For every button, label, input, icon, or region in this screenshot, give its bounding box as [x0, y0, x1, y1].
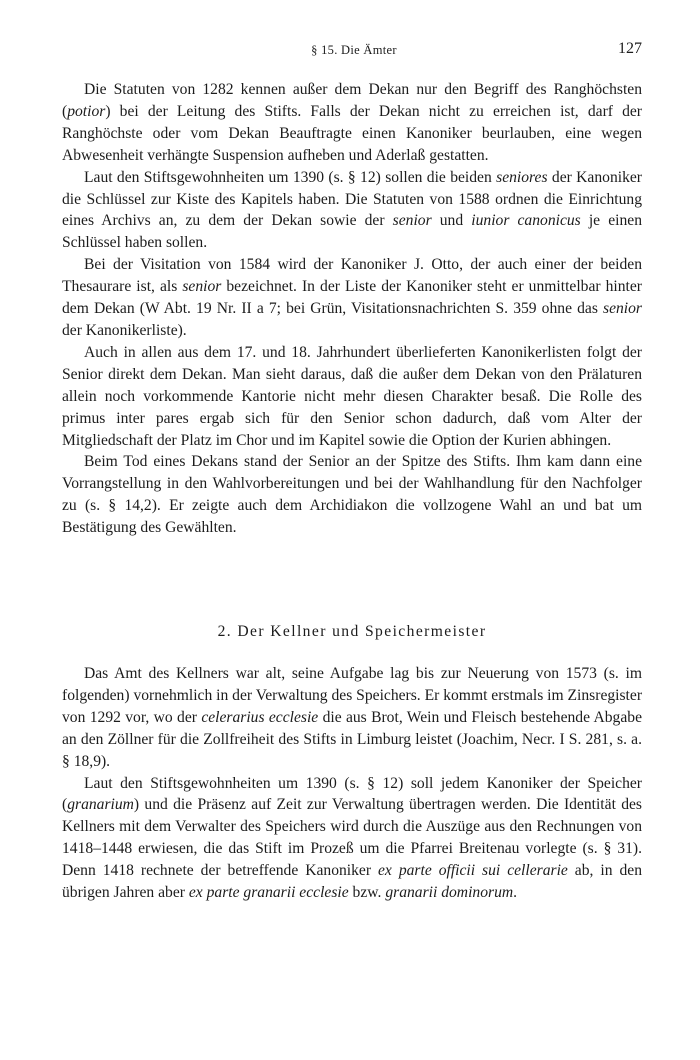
text-run: ) bei der Leitung des Stifts. Falls der Dekan nicht zu erreichen ist, darf der Ranghöchste oder vom Dekan Beauftragte einen Kanoniker beurlauben, eine wegen Abwesenheit verhängte Suspension aufheben und Aderlaß gestatten.	[62, 102, 642, 164]
text-run: der Kanonikerliste).	[62, 321, 187, 339]
body-text-section-2	[62, 663, 642, 904]
text-run: bzw.	[348, 884, 386, 902]
text-run: ) und die Präsenz auf Zeit zur Verwaltung übertragen werden. Die Identität des Kellners mit dem Verwalter des Speichers wird durch die Auszüge aus den Rechnungen von 1418–1448 erwiesen, die das Stift im Prozeß um die Pfarrei Breitenau vorlegte (s. § 31). Denn 1418 rechnete der betreffende Kanoniker	[62, 796, 642, 880]
text-run: bezeichnet. In der Liste der Kanoniker steht er unmittelbar hinter dem Dekan (W Abt. 19 Nr. II a 7; bei Grün, Visitationsnachrichten S. 359 ohne das	[62, 278, 642, 318]
italic-term: granarii dominorum	[385, 884, 514, 902]
text-run: der Kanoniker die Schlüssel zur Kiste des Kapitels haben. Die Statuten von 1588 ordnen die Einrichtung eines Archivs an, zu dem der Dekan sowie der	[62, 168, 642, 230]
text-run: je einen Schlüssel haben sollen.	[62, 212, 642, 252]
running-title: § 15. Die Ämter	[311, 43, 397, 57]
italic-term: iunior canonicus	[471, 212, 581, 230]
text-run: die aus Brot, Wein und Fleisch bestehende Abgabe an den Zöllner für die Zollfreiheit des Stifts in Limburg leistet (Joachim, Necr. I S. 281, s. a. § 18,9).	[62, 708, 642, 770]
page-header	[62, 40, 646, 62]
italic-term: celerarius ecclesie	[201, 708, 319, 726]
paragraph	[62, 342, 642, 452]
italic-term: senior	[392, 212, 432, 230]
paragraph	[62, 451, 642, 539]
text-run: Auch in allen aus dem 17. und 18. Jahrhundert überlieferten Kanonikerlisten folgt der Senior direkt dem Dekan. Man sieht daraus, daß die außer dem Dekan von den Prälaturen allein noch vorkommende Kantorie nicht mehr diesen Charakter besaß. Die Rolle des primus inter pares ergab sich für den Senior schon dadurch, daß vom Alter der Mitgliedschaft der Platz im Chor und im Kapitel sowie die Option der Kurien abhingen.	[62, 343, 642, 449]
text-run: und	[431, 212, 472, 230]
italic-term: senior	[182, 278, 222, 296]
italic-term: seniores	[496, 168, 548, 186]
text-run: Beim Tod eines Dekans stand der Senior an der Spitze des Stifts. Ihm kam dann eine Vorrangstellung in den Wahlvorbereitungen und bei der Wahlhandlung für den Nachfolger zu (s. § 14,2). Er zeigte auch dem Archidiakon die vollzogene Wahl an und bat um Bestätigung des Gewählten.	[62, 453, 642, 537]
text-run: Laut den Stiftsgewohnheiten um 1390 (s. § 12) soll jedem Kanoniker der Speicher (	[62, 774, 642, 814]
page-number: 127	[618, 40, 642, 57]
paragraph	[62, 79, 642, 167]
text-run: .	[513, 884, 518, 902]
paragraph	[62, 254, 642, 342]
text-run: Das Amt des Kellners war alt, seine Aufgabe lag bis zur Neuerung von 1573 (s. im folgenden) vornehmlich in der Verwaltung des Speichers. Er kommt erstmals im Zinsregister von 1292 vor, wo der	[62, 665, 643, 726]
text-run: ab, in den übrigen Jahren aber	[62, 862, 643, 902]
paragraph	[62, 663, 642, 773]
body-text-section-1	[62, 79, 642, 539]
italic-term: potior	[67, 102, 106, 120]
text-run: Laut den Stiftsgewohnheiten um 1390 (s. § 12) sollen die beiden	[84, 168, 497, 186]
text-run: Bei der Visitation von 1584 wird der Kanoniker J. Otto, der auch einer der beiden Thesaurare ist, als	[62, 256, 642, 296]
italic-term: ex parte granarii ecclesie	[188, 884, 349, 902]
italic-term: granarium	[67, 796, 134, 814]
text-run: Die Statuten von 1282 kennen außer dem Dekan nur den Begriff des Ranghöchsten (	[62, 81, 642, 120]
paragraph	[62, 773, 642, 904]
italic-term: senior	[603, 300, 642, 318]
paragraph	[62, 167, 642, 255]
italic-term: ex parte officii sui cellerarie	[378, 862, 568, 880]
section-heading: 2. Der Kellner und Speichermeister	[217, 623, 487, 640]
